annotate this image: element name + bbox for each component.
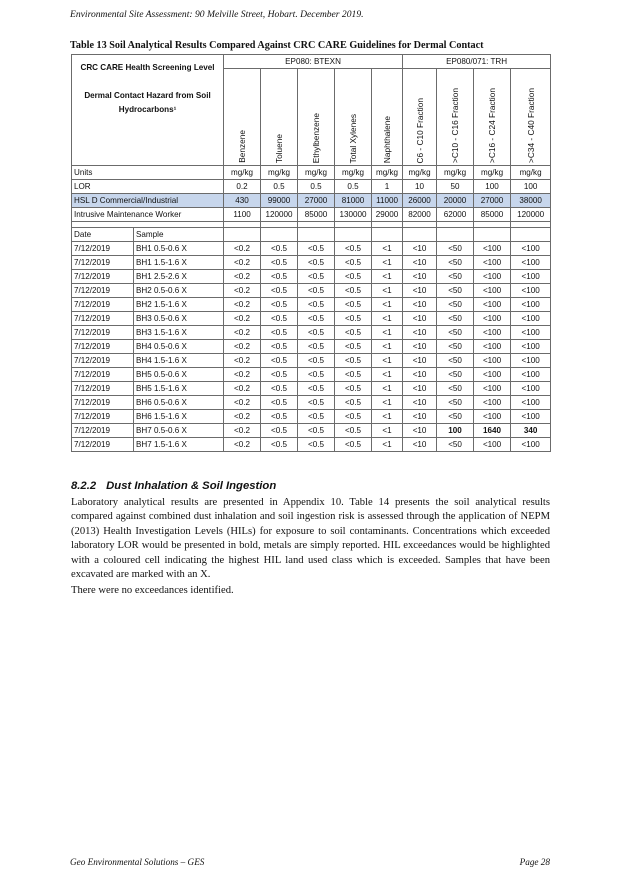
hsl-label: HSL D Commercial/Industrial — [72, 194, 224, 208]
result-value: <0.5 — [261, 396, 298, 410]
result-value: <0.5 — [298, 312, 335, 326]
table-title-line2: Dermal Contact Hazard from Soil Hydrocarbons¹ — [84, 91, 211, 114]
result-value: <10 — [403, 284, 437, 298]
result-value: <100 — [511, 354, 551, 368]
result-value: <1 — [372, 410, 403, 424]
table-row — [72, 256, 551, 270]
result-value: <50 — [437, 298, 474, 312]
table-row — [72, 368, 551, 382]
result-value: <50 — [437, 438, 474, 452]
sample-id: BH7 0.5-0.6 X — [134, 424, 224, 438]
result-value: <10 — [403, 270, 437, 284]
result-value: <1 — [372, 438, 403, 452]
table-row — [72, 396, 551, 410]
sample-date: 7/12/2019 — [72, 410, 134, 424]
result-value: <100 — [474, 242, 511, 256]
result-value: <0.5 — [261, 340, 298, 354]
sample-date: 7/12/2019 — [72, 340, 134, 354]
table-title-line1: CRC CARE Health Screening Level — [80, 63, 215, 72]
result-value: <100 — [474, 270, 511, 284]
result-value: <0.5 — [261, 242, 298, 256]
imw-label: Intrusive Maintenance Worker — [72, 208, 224, 222]
result-value: <10 — [403, 368, 437, 382]
sample-date: 7/12/2019 — [72, 284, 134, 298]
paragraph-2: There were no exceedances identified. — [71, 585, 234, 596]
result-value: <0.2 — [224, 410, 261, 424]
result-value: <100 — [474, 438, 511, 452]
result-value: <0.5 — [335, 298, 372, 312]
result-value: <0.5 — [335, 424, 372, 438]
result-value: <10 — [403, 424, 437, 438]
col-toluene: Toluene — [261, 69, 298, 166]
result-value: <0.2 — [224, 396, 261, 410]
result-value: <0.5 — [335, 242, 372, 256]
result-value: <10 — [403, 298, 437, 312]
result-value: <10 — [403, 382, 437, 396]
result-value: <0.5 — [298, 270, 335, 284]
result-value: <10 — [403, 354, 437, 368]
result-value: <1 — [372, 368, 403, 382]
result-value: 1640 — [474, 424, 511, 438]
hsl-commercial-row: HSL D Commercial/Industrial 430 99000 27000 81000 11000 26000 20000 27000 38000 — [72, 194, 551, 208]
result-value: <0.5 — [261, 382, 298, 396]
sample-id: BH1 2.5-2.6 X — [134, 270, 224, 284]
sample-id: BH5 1.5-1.6 X — [134, 382, 224, 396]
result-value: <0.5 — [298, 438, 335, 452]
result-value: <1 — [372, 270, 403, 284]
result-value: <0.5 — [298, 382, 335, 396]
sample-id: BH2 0.5-0.6 X — [134, 284, 224, 298]
col-naphthalene: Naphthalene — [372, 69, 403, 166]
table-row — [72, 424, 551, 438]
result-value: <100 — [511, 256, 551, 270]
sample-date: 7/12/2019 — [72, 396, 134, 410]
footer-page-number: Page 28 — [519, 857, 550, 867]
result-value: <0.5 — [335, 256, 372, 270]
result-value: <50 — [437, 256, 474, 270]
sample-id: BH5 0.5-0.6 X — [134, 368, 224, 382]
table-row — [72, 410, 551, 424]
result-value: <0.5 — [261, 354, 298, 368]
result-value: <50 — [437, 368, 474, 382]
result-value: <100 — [474, 298, 511, 312]
units-label: Units — [72, 166, 224, 180]
result-value: <0.5 — [298, 298, 335, 312]
sample-id: BH6 0.5-0.6 X — [134, 396, 224, 410]
result-value: 340 — [511, 424, 551, 438]
result-value: <100 — [474, 382, 511, 396]
soil-results-table — [71, 54, 551, 452]
sample-date: 7/12/2019 — [72, 326, 134, 340]
section-heading — [71, 480, 276, 492]
group-btexn: EP080: BTEXN — [224, 55, 403, 69]
result-value: <100 — [511, 326, 551, 340]
result-value: <0.5 — [298, 354, 335, 368]
result-value: <0.5 — [298, 410, 335, 424]
result-value: <100 — [474, 354, 511, 368]
result-value: <10 — [403, 340, 437, 354]
col-c6-c10: C6 - C10 Fraction — [403, 69, 437, 166]
result-value: <0.5 — [335, 270, 372, 284]
result-value: <0.5 — [335, 368, 372, 382]
result-value: <100 — [511, 410, 551, 424]
result-value: <0.2 — [224, 382, 261, 396]
col-ethylbenzene: Ethylbenzene — [298, 69, 335, 166]
result-value: <0.2 — [224, 256, 261, 270]
result-value: <0.5 — [261, 256, 298, 270]
result-value: <0.5 — [261, 298, 298, 312]
result-value: <0.5 — [261, 410, 298, 424]
sample-date: 7/12/2019 — [72, 382, 134, 396]
paragraph-1: Laboratory analytical results are presented in Appendix 10. Table 14 presents the soil analytical results compared against combined dust inhalation and soil ingestion risk is assessed through the application of NEPM (2013) Health Investigation Levels (HILs) for exposure to soil contaminants. Concentrations which exceeded laboratory LOR would be presented in bold, metals are simply reported. HIL exceedances would be highlighted with a coloured cell indicating the highest HIL land used class which is exceeded. Samples that have been excavated are marked with an X. — [71, 497, 550, 581]
sample-id: BH3 0.5-0.6 X — [134, 312, 224, 326]
table-row — [72, 312, 551, 326]
result-value: <50 — [437, 242, 474, 256]
result-value: <1 — [372, 242, 403, 256]
units-row: Units mg/kg mg/kg mg/kg mg/kg mg/kg mg/kg mg/kg mg/kg mg/kg — [72, 166, 551, 180]
result-value: <0.2 — [224, 354, 261, 368]
result-value: <0.5 — [335, 410, 372, 424]
result-value: 100 — [437, 424, 474, 438]
result-value: <50 — [437, 340, 474, 354]
col-c34-c40: >C34 - C40 Fraction — [511, 69, 551, 166]
table-row — [72, 270, 551, 284]
result-value: <100 — [474, 326, 511, 340]
result-value: <100 — [511, 438, 551, 452]
result-value: <0.2 — [224, 312, 261, 326]
result-value: <50 — [437, 396, 474, 410]
result-value: <1 — [372, 298, 403, 312]
result-value: <100 — [511, 298, 551, 312]
result-value: <100 — [474, 410, 511, 424]
table-title-cell — [72, 55, 224, 166]
result-value: <0.5 — [261, 312, 298, 326]
sample-date: 7/12/2019 — [72, 242, 134, 256]
page-header: Environmental Site Assessment: 90 Melville Street, Hobart. December 2019. — [70, 9, 364, 20]
table-row — [72, 326, 551, 340]
section-title: Dust Inhalation & Soil Ingestion — [106, 480, 277, 492]
result-value: <1 — [372, 424, 403, 438]
sample-date: 7/12/2019 — [72, 256, 134, 270]
result-value: <1 — [372, 382, 403, 396]
result-value: <100 — [474, 396, 511, 410]
result-value: <1 — [372, 256, 403, 270]
sample-date: 7/12/2019 — [72, 354, 134, 368]
result-value: <100 — [511, 284, 551, 298]
lor-label: LOR — [72, 180, 224, 194]
result-value: <0.2 — [224, 326, 261, 340]
result-value: <50 — [437, 410, 474, 424]
result-value: <0.5 — [298, 326, 335, 340]
result-value: <50 — [437, 284, 474, 298]
result-value: <1 — [372, 312, 403, 326]
result-value: <50 — [437, 312, 474, 326]
result-value: <0.5 — [335, 396, 372, 410]
table-row — [72, 298, 551, 312]
result-value: <100 — [511, 340, 551, 354]
result-value: <100 — [474, 312, 511, 326]
result-value: <0.5 — [298, 256, 335, 270]
table-row — [72, 284, 551, 298]
result-value: <0.5 — [298, 340, 335, 354]
result-value: <0.5 — [261, 438, 298, 452]
col-c16-c24: >C16 - C24 Fraction — [474, 69, 511, 166]
result-value: <100 — [511, 270, 551, 284]
intrusive-maintenance-row: Intrusive Maintenance Worker 1100 120000 85000 130000 29000 82000 62000 85000 120000 — [72, 208, 551, 222]
result-value: <1 — [372, 284, 403, 298]
table-row — [72, 354, 551, 368]
result-value: <0.5 — [335, 326, 372, 340]
sample-id: BH1 0.5-0.6 X — [134, 242, 224, 256]
result-value: <10 — [403, 410, 437, 424]
sample-id: BH4 1.5-1.6 X — [134, 354, 224, 368]
date-header: Date — [72, 228, 134, 242]
sample-header: Sample — [134, 228, 224, 242]
result-value: <10 — [403, 242, 437, 256]
sample-id: BH4 0.5-0.6 X — [134, 340, 224, 354]
result-value: <0.2 — [224, 438, 261, 452]
result-value: <10 — [403, 438, 437, 452]
sample-date: 7/12/2019 — [72, 298, 134, 312]
col-c10-c16: >C10 - C16 Fraction — [437, 69, 474, 166]
result-value: <1 — [372, 326, 403, 340]
result-value: <0.5 — [335, 354, 372, 368]
table-row — [72, 382, 551, 396]
result-value: <0.5 — [335, 382, 372, 396]
table-row — [72, 242, 551, 256]
result-value: <0.2 — [224, 242, 261, 256]
section-number: 8.2.2 — [71, 480, 97, 492]
sample-date: 7/12/2019 — [72, 438, 134, 452]
result-value: <0.5 — [261, 270, 298, 284]
result-value: <50 — [437, 354, 474, 368]
result-value: <0.2 — [224, 270, 261, 284]
result-value: <50 — [437, 326, 474, 340]
result-value: <0.5 — [298, 242, 335, 256]
result-value: <100 — [474, 256, 511, 270]
result-value: <0.5 — [298, 396, 335, 410]
result-value: <100 — [511, 368, 551, 382]
col-total-xylenes: Total Xylenes — [335, 69, 372, 166]
result-value: <100 — [474, 368, 511, 382]
sample-date: 7/12/2019 — [72, 424, 134, 438]
sample-id: BH2 1.5-1.6 X — [134, 298, 224, 312]
group-header-row — [72, 55, 551, 69]
footer-company: Geo Environmental Solutions – GES — [70, 857, 205, 867]
result-value: <0.2 — [224, 424, 261, 438]
lor-row: LOR 0.2 0.5 0.5 0.5 1 10 50 100 100 — [72, 180, 551, 194]
result-value: <0.5 — [335, 284, 372, 298]
sample-id: BH6 1.5-1.6 X — [134, 410, 224, 424]
result-value: <0.2 — [224, 284, 261, 298]
result-value: <0.5 — [298, 424, 335, 438]
sample-id: BH3 1.5-1.6 X — [134, 326, 224, 340]
result-value: <10 — [403, 326, 437, 340]
table-row — [72, 438, 551, 452]
result-value: <10 — [403, 256, 437, 270]
result-value: <0.5 — [261, 284, 298, 298]
result-value: <100 — [474, 340, 511, 354]
sample-date: 7/12/2019 — [72, 312, 134, 326]
result-value: <0.5 — [261, 424, 298, 438]
result-value: <50 — [437, 270, 474, 284]
result-value: <10 — [403, 396, 437, 410]
result-value: <100 — [474, 284, 511, 298]
sample-id: BH7 1.5-1.6 X — [134, 438, 224, 452]
result-value: <0.5 — [298, 368, 335, 382]
result-value: <100 — [511, 242, 551, 256]
sample-header-row — [72, 228, 551, 242]
result-value: <0.5 — [335, 340, 372, 354]
result-value: <0.5 — [335, 438, 372, 452]
result-value: <1 — [372, 396, 403, 410]
result-value: <1 — [372, 340, 403, 354]
result-value: <50 — [437, 382, 474, 396]
table-caption: Table 13 Soil Analytical Results Compared Against CRC CARE Guidelines for Dermal Contact — [70, 40, 484, 51]
result-value: <0.5 — [298, 284, 335, 298]
result-value: <0.2 — [224, 368, 261, 382]
result-value: <0.2 — [224, 340, 261, 354]
sample-date: 7/12/2019 — [72, 368, 134, 382]
group-trh: EP080/071: TRH — [403, 55, 551, 69]
result-value: <100 — [511, 396, 551, 410]
result-value: <0.2 — [224, 298, 261, 312]
result-value: <0.5 — [261, 368, 298, 382]
result-value: <100 — [511, 382, 551, 396]
result-value: <100 — [511, 312, 551, 326]
sample-date: 7/12/2019 — [72, 270, 134, 284]
result-value: <0.5 — [261, 326, 298, 340]
result-value: <0.5 — [335, 312, 372, 326]
col-benzene: Benzene — [224, 69, 261, 166]
table-row — [72, 340, 551, 354]
sample-id: BH1 1.5-1.6 X — [134, 256, 224, 270]
result-value: <10 — [403, 312, 437, 326]
result-value: <1 — [372, 354, 403, 368]
